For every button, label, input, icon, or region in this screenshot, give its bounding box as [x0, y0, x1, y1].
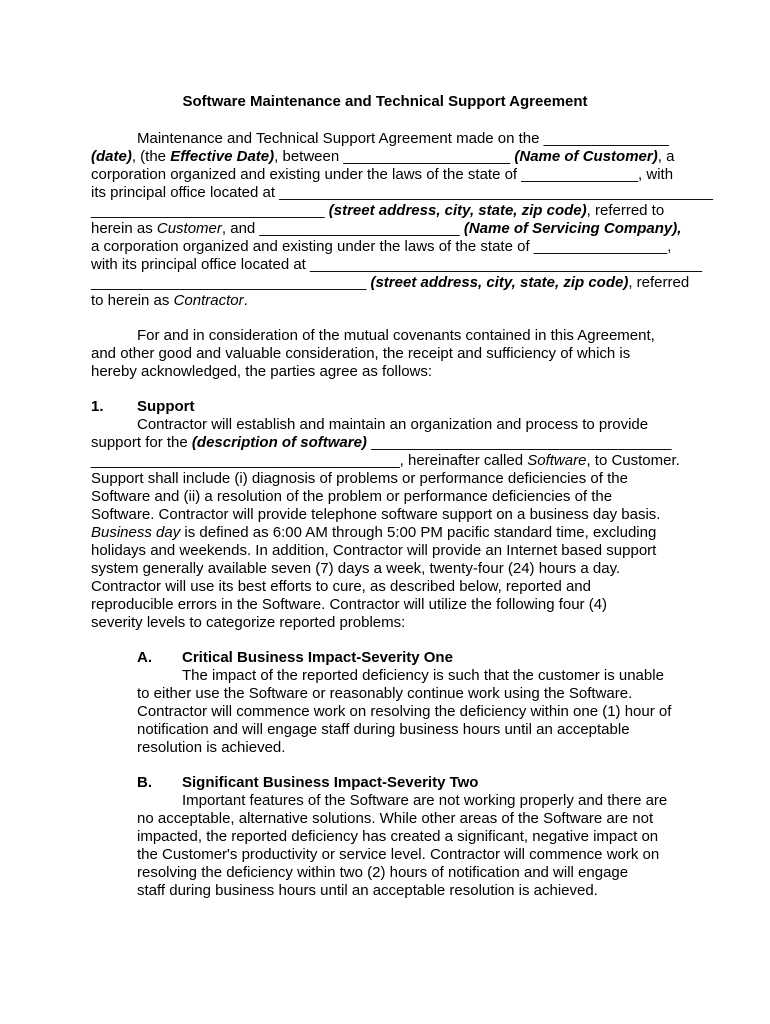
subsection-heading: Significant Business Impact-Severity Two — [182, 774, 479, 791]
intro-line: herein as Customer, and ________________________ (Name of Servicing Company), — [91, 220, 682, 237]
intro-line: corporation organized and existing under the laws of the state of ______________, with — [91, 166, 674, 183]
intro-line: its principal office located at ____________________________________________________ — [91, 184, 713, 201]
subsection-line: to either use the Software or reasonably continue work using the Software. — [137, 685, 633, 702]
intro-line: with its principal office located at _______________________________________________ — [91, 256, 703, 273]
intro-line: a corporation organized and existing under the laws of the state of ________________, — [91, 238, 672, 255]
subsection-line: resolution is achieved. — [137, 739, 286, 756]
section-line: Software. Contractor will provide telephone software support on a business day basis. — [91, 506, 661, 523]
subsection-letter: A. — [137, 649, 152, 666]
section-line: holidays and weekends. In addition, Contractor will provide an Internet based support — [91, 542, 657, 559]
consideration-line: hereby acknowledged, the parties agree as follows: — [91, 363, 433, 380]
intro-line: Maintenance and Technical Support Agreement made on the _______________ — [137, 130, 669, 147]
section-line: support for the (description of software) ____________________________________ — [91, 434, 672, 451]
document-title: Software Maintenance and Technical Support Agreement — [182, 93, 588, 110]
consideration-line: and other good and valuable consideration, the receipt and sufficiency of which is — [91, 345, 631, 362]
subsection-line: no acceptable, alternative solutions. While other areas of the Software are not — [137, 810, 654, 827]
subsection-line: notification and will engage staff during business hours until an acceptable — [137, 721, 630, 738]
consideration-line: For and in consideration of the mutual covenants contained in this Agreement, — [137, 327, 655, 344]
subsection-line: impacted, the reported deficiency has created a significant, negative impact on — [137, 828, 659, 845]
intro-line: ____________________________ (street address, city, state, zip code), referred to — [91, 202, 665, 219]
section-line: system generally available seven (7) days a week, twenty-four (24) hours a day. — [91, 560, 621, 577]
section-line: Contractor will use its best efforts to cure, as described below, reported and — [91, 578, 591, 595]
subsection-line: the Customer's productivity or service level. Contractor will commence work on — [137, 846, 660, 863]
section-line: _____________________________________, hereinafter called Software, to Customer. — [91, 452, 680, 469]
subsection-letter: B. — [137, 774, 152, 791]
subsection-line: Contractor will commence work on resolving the deficiency within one (1) hour of — [137, 703, 672, 720]
intro-line: (date), (the Effective Date), between ____________________ (Name of Customer), a — [91, 148, 675, 165]
subsection-line: staff during business hours until an acceptable resolution is achieved. — [137, 882, 598, 899]
subsection-line: Important features of the Software are not working properly and there are — [182, 792, 668, 809]
section-line: Contractor will establish and maintain an organization and process to provide — [137, 416, 649, 433]
section-line: Software and (ii) a resolution of the problem or performance deficiencies of the — [91, 488, 613, 505]
subsection-line: resolving the deficiency within two (2) hours of notification and will engage — [137, 864, 629, 881]
section-heading: Support — [137, 398, 195, 415]
intro-line: to herein as Contractor. — [91, 292, 248, 309]
section-line: Support shall include (i) diagnosis of problems or performance deficiencies of the — [91, 470, 628, 487]
subsection-heading: Critical Business Impact-Severity One — [182, 649, 453, 666]
section-line: Business day is defined as 6:00 AM through 5:00 PM pacific standard time, excluding — [91, 524, 657, 541]
section-line: reproducible errors in the Software. Contractor will utilize the following four (4) — [91, 596, 608, 613]
section-number: 1. — [91, 398, 104, 415]
section-line: severity levels to categorize reported problems: — [91, 614, 406, 631]
subsection-line: The impact of the reported deficiency is such that the customer is unable — [182, 667, 664, 684]
intro-line: _________________________________ (street address, city, state, zip code), referred — [91, 274, 690, 291]
